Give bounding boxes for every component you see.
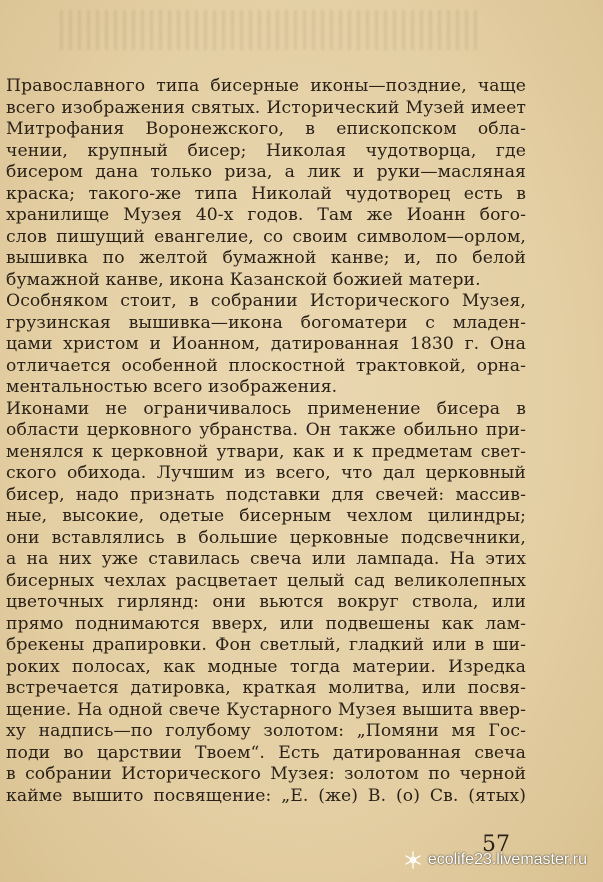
- text-line: ментальностью всего изображения.: [6, 377, 338, 397]
- text-line: бисерных чехлах расцветает целый сад великолепных: [6, 570, 526, 591]
- text-line: роких полосах, как модные тогда материи. Изредка: [6, 656, 526, 677]
- text-line: чении, крупный бисер; Николая чудотворца, где: [6, 140, 526, 161]
- text-line: бисер, надо признать подставки для свечей: массив-: [6, 484, 526, 505]
- text-line: Иконами не ограничивалось применение бисера в: [6, 398, 526, 419]
- text-line: отличается особенной плоскостной трактовкой, орна-: [6, 355, 526, 376]
- text-line: они вставлялись в большие церковные подсвечники,: [6, 527, 526, 548]
- text-line: Православного типа бисерные иконы—поздние, чаще: [6, 76, 526, 96]
- text-line: щение. На одной свече Кустарного Музея вышита ввер-: [6, 699, 526, 720]
- bleed-through-shadow: [60, 10, 480, 50]
- page-number: 57: [482, 832, 510, 857]
- text-line: цами христом и Иоанном, датированная 1830 г. Она: [6, 334, 526, 354]
- snowflake-icon: [404, 851, 422, 869]
- text-line: бумажной канве, икона Казанской божией матери.: [6, 269, 481, 290]
- text-line: встречается датировка, краткая молитва, или посвя-: [6, 678, 526, 698]
- text-line: ные, высокие, одетые бисерным чехлом цилиндры;: [6, 506, 526, 526]
- text-line: менялся к церковной утвари, как и к предметам свет-: [6, 441, 526, 462]
- text-line: Митрофания Воронежского, в епископском обла-: [6, 119, 526, 139]
- watermark-text: ecolife23.livemaster.ru: [427, 851, 587, 868]
- text-line: грузинская вышивка—икона богоматери с младен-: [6, 312, 526, 333]
- text-line: вышивка по желтой бумажной канве; и, по белой: [6, 248, 526, 268]
- body-text: [6, 76, 526, 807]
- watermark: [404, 851, 587, 869]
- text-line: а на них уже ставилась свеча или лампада. На этих: [6, 549, 526, 569]
- text-line: кайме вышито посвящение: „Е. (же) В. (о) Св. (ятых): [6, 785, 526, 806]
- text-line: всего изображения святых. Исторический Музей имеет: [6, 97, 526, 118]
- text-line: цветочных гирлянд: они вьются вокруг ствола, или: [6, 592, 526, 612]
- text-line: краска; такого-же типа Николай чудотворец есть в: [6, 183, 526, 204]
- text-line: области церковного убранства. Он также обильно при-: [6, 420, 526, 440]
- text-line: прямо поднимаются вверх, или подвешены как лам-: [6, 613, 526, 634]
- text-line: хранилище Музея 40-х годов. Там же Иоанн бого-: [6, 205, 526, 225]
- text-line: бисером дана только риза, а лик и руки—масляная: [6, 162, 526, 182]
- text-line: ху надпись—по голубому золотом: „Помяни мя Гос-: [6, 721, 526, 741]
- text-line: ского обихода. Лучшим из всего, что дал церковный: [6, 463, 526, 483]
- text-line: брекены драпировки. Фон светлый, гладкий или в ши-: [6, 635, 526, 655]
- text-line: в собрании Исторического Музея: золотом по черной: [6, 764, 526, 784]
- text-line: Особняком стоит, в собрании Исторического Музея,: [6, 291, 526, 311]
- text-line: слов пишущий евангелие, со своим символом—орлом,: [6, 226, 526, 247]
- text-line: поди во царствии Твоем“. Есть датированная свеча: [6, 742, 526, 763]
